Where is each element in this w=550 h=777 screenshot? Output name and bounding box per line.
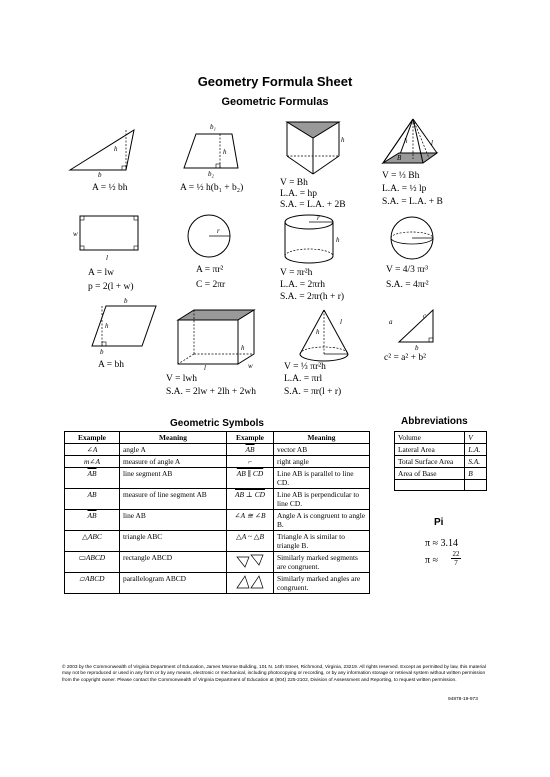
formula-cylinder-sa: S.A. = 2πr(h + r) [280, 292, 345, 302]
pi-approx-fraction-prefix: π ≈ [425, 555, 439, 566]
label-c: c [423, 312, 427, 320]
symbol-example: △A ~ △B [227, 531, 274, 552]
cylinder-figure [281, 212, 341, 268]
table-row [395, 444, 487, 456]
document-code: 94878-19-973 [448, 697, 478, 702]
table-row [65, 552, 370, 573]
pi-numerator: 22 [452, 550, 460, 558]
formula-sphere-volume: V = 4/3 πr³ [386, 265, 429, 275]
symbol-example: AB [65, 489, 120, 510]
abbr-value: S.A. [465, 456, 487, 468]
table-row [65, 573, 370, 594]
symbol-meaning: Triangle A is similar to triangle B. [274, 531, 370, 552]
label-b2: b₂ [208, 170, 214, 178]
label-h: h [316, 328, 320, 336]
abbr-value: V [465, 432, 487, 444]
symbol-meaning: rectangle ABCD [120, 552, 227, 573]
formula-trapezoid-area: A = ½ h(b₁ + b₂) [180, 183, 244, 193]
symbol-example: $\overline{AB}$ [65, 468, 120, 489]
formula-pythagorean: c² = a² + b² [384, 353, 426, 363]
label-b: b [124, 297, 128, 305]
label-l: l [204, 364, 206, 372]
table-row [395, 480, 487, 491]
abbreviations-heading: Abbreviations [401, 416, 468, 427]
label-b1: b₁ [210, 123, 216, 131]
formula-prism-la: L.A. = hp [280, 189, 318, 199]
symbol-meaning: Similarly marked segments are congruent. [274, 552, 370, 573]
abbreviations-table [394, 431, 487, 491]
congruent-angles-icon [235, 574, 265, 590]
table-row [65, 489, 370, 510]
symbol-example: ▱ABCD [65, 573, 120, 594]
symbol-example: AB ∥ CD [227, 468, 274, 489]
table-header-row [65, 432, 370, 444]
sphere-figure [386, 214, 440, 264]
label-h: h [223, 148, 227, 156]
formula-circle-circumference: C = 2πr [196, 280, 226, 290]
table-row [65, 456, 370, 468]
formula-cylinder-volume: V = πr²h [280, 268, 313, 278]
symbol-meaning: parallelogram ABCD [120, 573, 227, 594]
page-title: Geometry Formula Sheet [197, 74, 353, 89]
label-h: h [404, 137, 408, 145]
abbr-value: L.A. [465, 444, 487, 456]
formula-rect-area: A = lw [88, 268, 114, 278]
symbol-meaning: line AB [120, 510, 227, 531]
label-h: h [114, 145, 118, 153]
label-l: l [106, 254, 108, 262]
symbol-meaning: Angle A is congruent to angle B. [274, 510, 370, 531]
triangle-figure [68, 126, 140, 178]
symbol-meaning: angle A [120, 444, 227, 456]
box-figure [174, 306, 258, 372]
label-l: l [431, 139, 433, 147]
label-h: h [105, 322, 109, 330]
abbr-term: Lateral Area [395, 444, 465, 456]
col-example: Example [227, 432, 274, 444]
formula-cone-volume: V = ⅓ πr²h [284, 362, 326, 372]
symbol-example: ∠A [65, 444, 120, 456]
col-meaning: Meaning [120, 432, 227, 444]
pyramid-figure [379, 117, 447, 169]
cone-figure [294, 306, 354, 366]
formula-parallelogram-area: A = bh [98, 360, 124, 370]
label-b: b [415, 344, 419, 352]
formula-circle-area: A = πr² [196, 265, 224, 275]
symbol-example: ▭ABCD [65, 552, 120, 573]
abbr-term: Total Surface Area [395, 456, 465, 468]
circle-figure [183, 212, 237, 262]
formula-box-volume: V = lwh [166, 374, 198, 384]
label-w: w [248, 362, 253, 370]
symbol-example: $\overline{AB}$ [227, 444, 274, 456]
symbol-example: m∠A [65, 456, 120, 468]
abbr-value: B [465, 468, 487, 480]
right-triangle-figure [389, 306, 441, 352]
empty-cell [395, 480, 465, 491]
symbol-meaning: line segment AB [120, 468, 227, 489]
formula-pyramid-volume: V = ⅓ Bh [382, 171, 420, 181]
page-subtitle: Geometric Formulas [221, 96, 329, 108]
label-r: r [217, 227, 220, 235]
formula-box-sa: S.A. = 2lw + 2lh + 2wh [166, 387, 256, 397]
formula-cone-sa: S.A. = πr(l + r) [284, 387, 342, 397]
symbol-example: $\overline{AB}$ [65, 510, 120, 531]
symbol-example: ⌐ [227, 456, 274, 468]
pi-approx-decimal: π ≈ 3.14 [425, 538, 459, 549]
empty-cell [465, 480, 487, 491]
formula-cone-la: L.A. = πrl [284, 374, 323, 384]
formula-sphere-sa: S.A. = 4πr² [386, 280, 429, 290]
formula-triangle-area: A = ½ bh [92, 183, 128, 193]
table-row [65, 444, 370, 456]
symbol-meaning: vector AB [274, 444, 370, 456]
parallelogram-figure [90, 296, 162, 356]
congruent-angles-icon [227, 573, 274, 594]
symbols-table [64, 431, 370, 594]
prism-figure [283, 118, 343, 178]
pi-denominator: 7 [454, 559, 458, 567]
label-a: a [389, 318, 393, 326]
symbol-meaning: measure of angle A [120, 456, 227, 468]
label-b: b [98, 171, 102, 179]
formula-cylinder-la: L.A. = 2πrh [280, 280, 325, 290]
symbol-meaning: Line AB is perpendicular to line CD. [274, 489, 370, 510]
col-meaning: Meaning [274, 432, 370, 444]
label-h: h [241, 344, 245, 352]
formula-prism-volume: V = Bh [280, 178, 308, 188]
formula-pyramid-sa: S.A. = L.A. + B [382, 197, 443, 207]
label-w: w [73, 230, 78, 238]
symbol-meaning: measure of line segment AB [120, 489, 227, 510]
table-row [395, 432, 487, 444]
congruent-segments-icon [227, 552, 274, 573]
symbol-meaning: Similarly marked angles are congruent. [274, 573, 370, 594]
pi-fraction [451, 550, 461, 567]
formula-prism-sa: S.A. = L.A. + 2B [280, 200, 346, 210]
label-h: h [341, 136, 345, 144]
table-row [65, 510, 370, 531]
congruent-segments-icon [235, 553, 265, 569]
label-h: h [336, 236, 340, 244]
symbol-example: △ABC [65, 531, 120, 552]
table-row [65, 531, 370, 552]
copyright-footer: © 2003 by the Commonwealth of Virginia Department of Education, James Monroe Building, 101 N. 14th Street, Richmond, Virginia, 23219. All rights reserved. Except as permitted by law, this material may not be reproduced or used in any form or by any means, electronic or mechanical, including photocopying or recording, or by any information storage or retrieval system without written permission from the copyright owner. Please contact the Commonwealth of Virginia Department of Education at (804) 225-2102, Division of Assessment and Reporting, to request written permission. [62, 665, 486, 683]
symbol-meaning: Line AB is parallel to line CD. [274, 468, 370, 489]
symbol-example: AB ⊥ CD [227, 489, 274, 510]
label-l: l [340, 318, 342, 326]
formula-rect-perimeter: p = 2(l + w) [88, 282, 134, 292]
symbol-meaning: triangle ABC [120, 531, 227, 552]
col-example: Example [65, 432, 120, 444]
trapezoid-figure [180, 120, 242, 178]
symbols-heading: Geometric Symbols [170, 418, 264, 429]
symbol-example: ∠A ≅ ∠B [227, 510, 274, 531]
formula-pyramid-la: L.A. = ½ lp [382, 184, 427, 194]
label-r: r [317, 214, 320, 222]
rectangle-figure [72, 212, 142, 262]
pi-heading: Pi [434, 517, 444, 528]
label-b: b [100, 348, 104, 356]
abbr-term: Area of Base [395, 468, 465, 480]
table-row [395, 468, 487, 480]
abbr-term: Volume [395, 432, 465, 444]
symbol-meaning: right angle [274, 456, 370, 468]
table-row [395, 456, 487, 468]
label-B: B [397, 154, 402, 162]
table-row [65, 468, 370, 489]
